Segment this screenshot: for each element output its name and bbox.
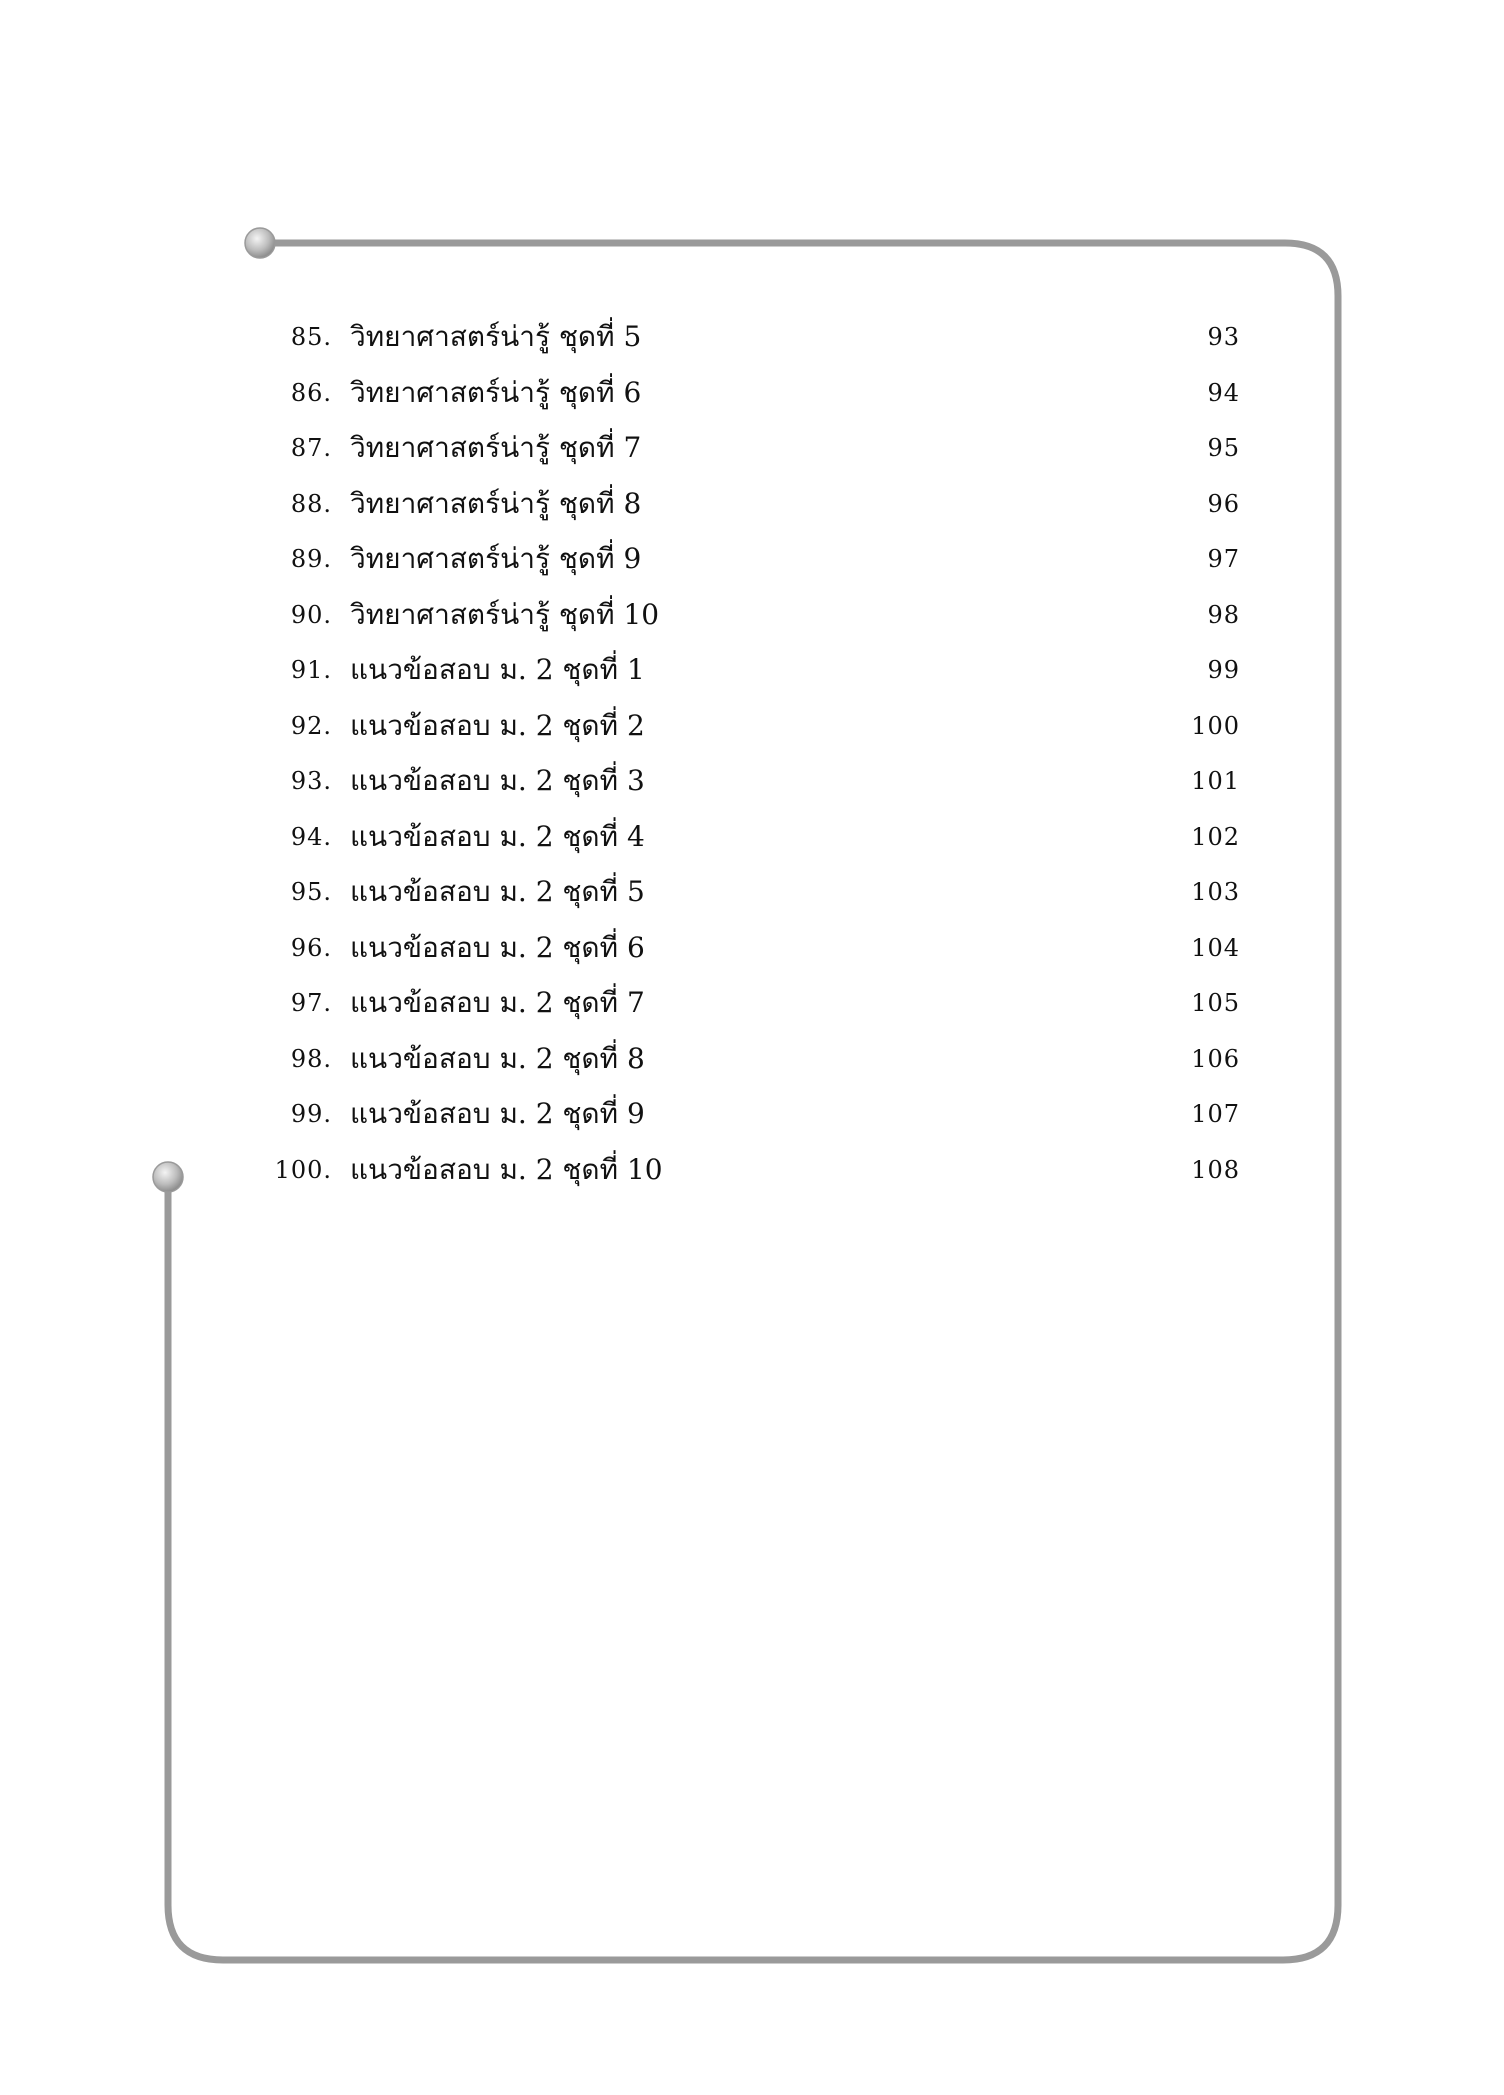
toc-entry-page: 108 <box>1191 1155 1240 1184</box>
toc-entry <box>250 368 1240 424</box>
toc-entry-number: 94. <box>290 822 332 851</box>
toc-entry <box>250 812 1240 868</box>
toc-entry-number: 85. <box>290 323 332 351</box>
toc-entry <box>250 534 1240 590</box>
toc-entry-page: 104 <box>1191 933 1240 962</box>
toc-entry-page: 103 <box>1191 878 1240 906</box>
toc-entry <box>250 423 1240 479</box>
toc-entry-page: 99 <box>1207 656 1240 684</box>
toc-entry-number: 93. <box>290 767 332 795</box>
toc-entry-title: วิทยาศาสตร์น่ารู้ ชุดที่ 8 <box>350 486 642 520</box>
toc-entry-number: 88. <box>290 489 332 518</box>
toc-entry-title: แนวข้อสอบ ม. 2 ชุดที่ 9 <box>350 1097 645 1130</box>
toc-entry-page: 105 <box>1191 989 1240 1017</box>
toc-entry-page: 98 <box>1207 600 1240 629</box>
toc-entry-title: วิทยาศาสตร์น่ารู้ ชุดที่ 6 <box>350 375 642 409</box>
toc-entry-number: 86. <box>290 378 332 407</box>
toc-entry <box>250 756 1240 812</box>
toc-entry <box>250 590 1240 646</box>
toc-entry-title: แนวข้อสอบ ม. 2 ชุดที่ 6 <box>350 930 645 964</box>
toc-entry-title: แนวข้อสอบ ม. 2 ชุดที่ 10 <box>350 1152 663 1186</box>
toc-entry-page: 107 <box>1191 1100 1240 1128</box>
toc-entry <box>250 1089 1240 1145</box>
toc-entry <box>250 867 1240 923</box>
toc-entry <box>250 312 1240 368</box>
toc-entry-title: วิทยาศาสตร์น่ารู้ ชุดที่ 9 <box>350 542 642 575</box>
toc-entry-page: 97 <box>1207 545 1240 573</box>
toc-entry <box>250 1034 1240 1090</box>
frame-left-bullet <box>153 1162 183 1192</box>
toc-entry-number: 95. <box>290 878 332 906</box>
toc-entry <box>250 645 1240 701</box>
toc-entry-title: วิทยาศาสตร์น่ารู้ ชุดที่ 5 <box>350 320 642 353</box>
toc-entry-page: 93 <box>1207 323 1240 351</box>
toc-entry <box>250 479 1240 535</box>
toc-entry-number: 97. <box>290 989 332 1017</box>
toc-entry-number: 100. <box>274 1155 332 1184</box>
toc-entry <box>250 923 1240 979</box>
toc-entry <box>250 1145 1240 1201</box>
toc-entry-title: แนวข้อสอบ ม. 2 ชุดที่ 1 <box>350 653 645 686</box>
toc-entry-number: 87. <box>290 434 332 462</box>
toc-entry-page: 94 <box>1207 378 1240 407</box>
toc-entry-number: 98. <box>290 1044 332 1073</box>
toc-entry-number: 90. <box>290 600 332 629</box>
toc-entry <box>250 701 1240 757</box>
toc-entry-number: 96. <box>290 933 332 962</box>
toc-entry-page: 96 <box>1207 489 1240 518</box>
toc-entry-page: 95 <box>1207 434 1240 462</box>
toc-entry-title: วิทยาศาสตร์น่ารู้ ชุดที่ 10 <box>350 597 660 631</box>
toc-entry-page: 102 <box>1191 822 1240 851</box>
toc-entry-number: 99. <box>290 1100 332 1128</box>
toc-entry-title: แนวข้อสอบ ม. 2 ชุดที่ 4 <box>350 819 645 853</box>
toc-entry-title: แนวข้อสอบ ม. 2 ชุดที่ 8 <box>350 1041 645 1075</box>
table-of-contents <box>250 312 1240 1200</box>
toc-entry-number: 92. <box>290 711 332 740</box>
toc-entry-number: 89. <box>290 545 332 573</box>
toc-entry-title: แนวข้อสอบ ม. 2 ชุดที่ 3 <box>350 764 645 797</box>
toc-entry-page: 100 <box>1191 711 1240 740</box>
toc-entry <box>250 978 1240 1034</box>
frame-top-bullet <box>245 228 275 258</box>
toc-entry-page: 101 <box>1191 767 1240 795</box>
toc-entry-title: แนวข้อสอบ ม. 2 ชุดที่ 7 <box>350 986 645 1019</box>
toc-entry-title: แนวข้อสอบ ม. 2 ชุดที่ 2 <box>350 708 645 742</box>
toc-entry-title: แนวข้อสอบ ม. 2 ชุดที่ 5 <box>350 875 645 908</box>
toc-entry-title: วิทยาศาสตร์น่ารู้ ชุดที่ 7 <box>350 431 642 464</box>
toc-entry-number: 91. <box>290 656 332 684</box>
frame-left-bottom-line <box>168 1178 1338 1960</box>
toc-entry-page: 106 <box>1191 1044 1240 1073</box>
